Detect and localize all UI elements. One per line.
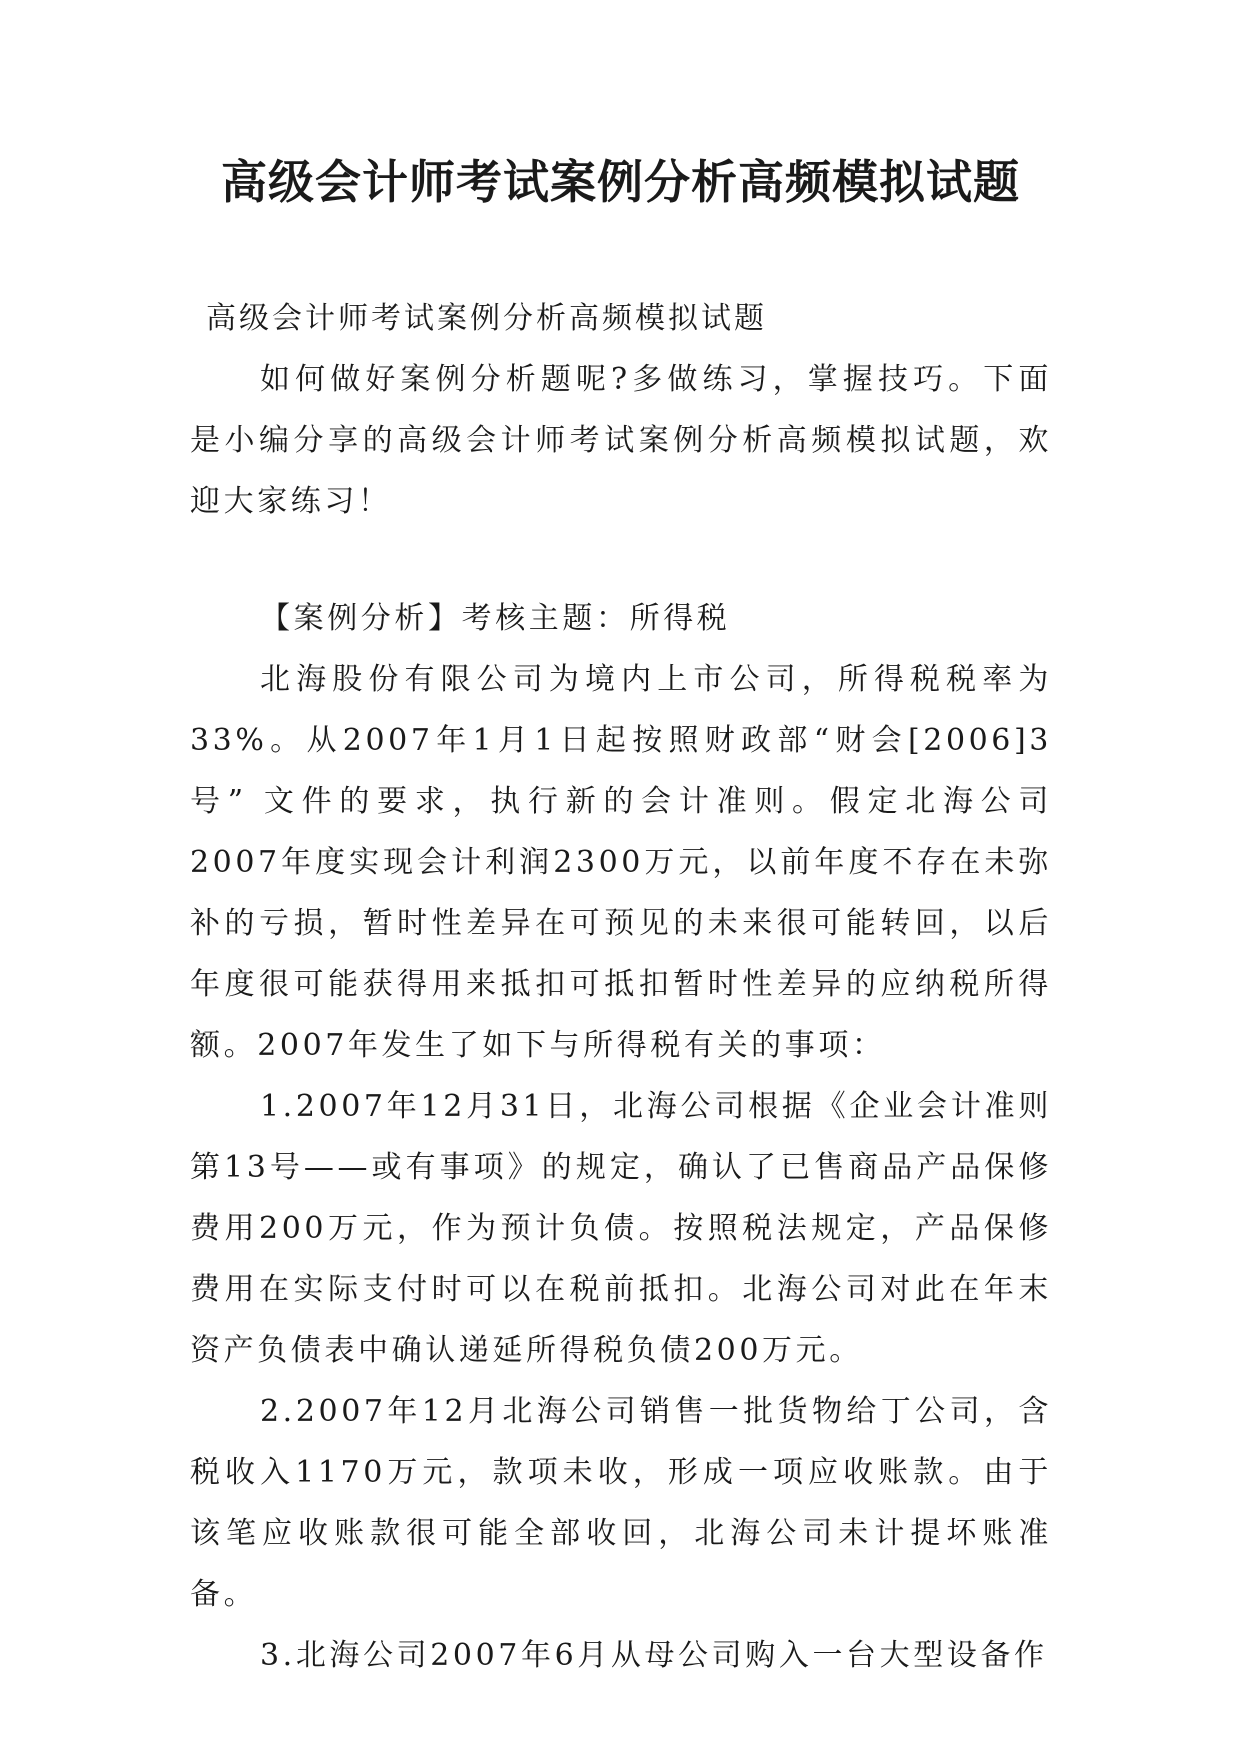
document-body — [190, 288, 1052, 1686]
paragraph-gap — [190, 532, 1052, 588]
section-heading: 【案例分析】考核主题：所得税 — [260, 601, 731, 636]
case-item-2: 2.2007年12月北海公司销售一批货物给丁公司，含税收入1170万元，款项未收，形成一项应收账款。由于该笔应收账款很可能全部收回，北海公司未计提坏账准备。 — [190, 1394, 1052, 1612]
intro-paragraph: 如何做好案例分析题呢?多做练习，掌握技巧。下面是小编分享的高级会计师考试案例分析高频模拟试题，欢迎大家练习！ — [190, 362, 1052, 519]
case-item-1: 1.2007年12月31日，北海公司根据《企业会计准则第13号——或有事项》的规定，确认了已售商品产品保修费用200万元，作为预计负债。按照税法规定，产品保修费用在实际支付时可以在税前抵扣。北海公司对此在年末资产负债表中确认递延所得税负债200万元。 — [190, 1089, 1052, 1368]
case-paragraph: 北海股份有限公司为境内上市公司，所得税税率为33%。从2007年1月1日起按照财政部“财会[2006]3号” 文件的要求，执行新的会计准则。假定北海公司2007年度实现会计利润2300万元，以前年度不存在未弥补的亏损，暂时性差异在可预见的未来很可能转回，以后年度很可能获得用来抵扣可抵扣暂时性差异的应纳税所得额。2007年发生了如下与所得税有关的事项： — [190, 662, 1052, 1063]
document-subtitle: 高级会计师考试案例分析高频模拟试题 — [206, 301, 767, 336]
case-item-3: 3.北海公司2007年6月从母公司购入一台大型设备作 — [260, 1638, 1048, 1673]
document-title: 高级会计师考试案例分析高频模拟试题 — [221, 155, 1020, 209]
